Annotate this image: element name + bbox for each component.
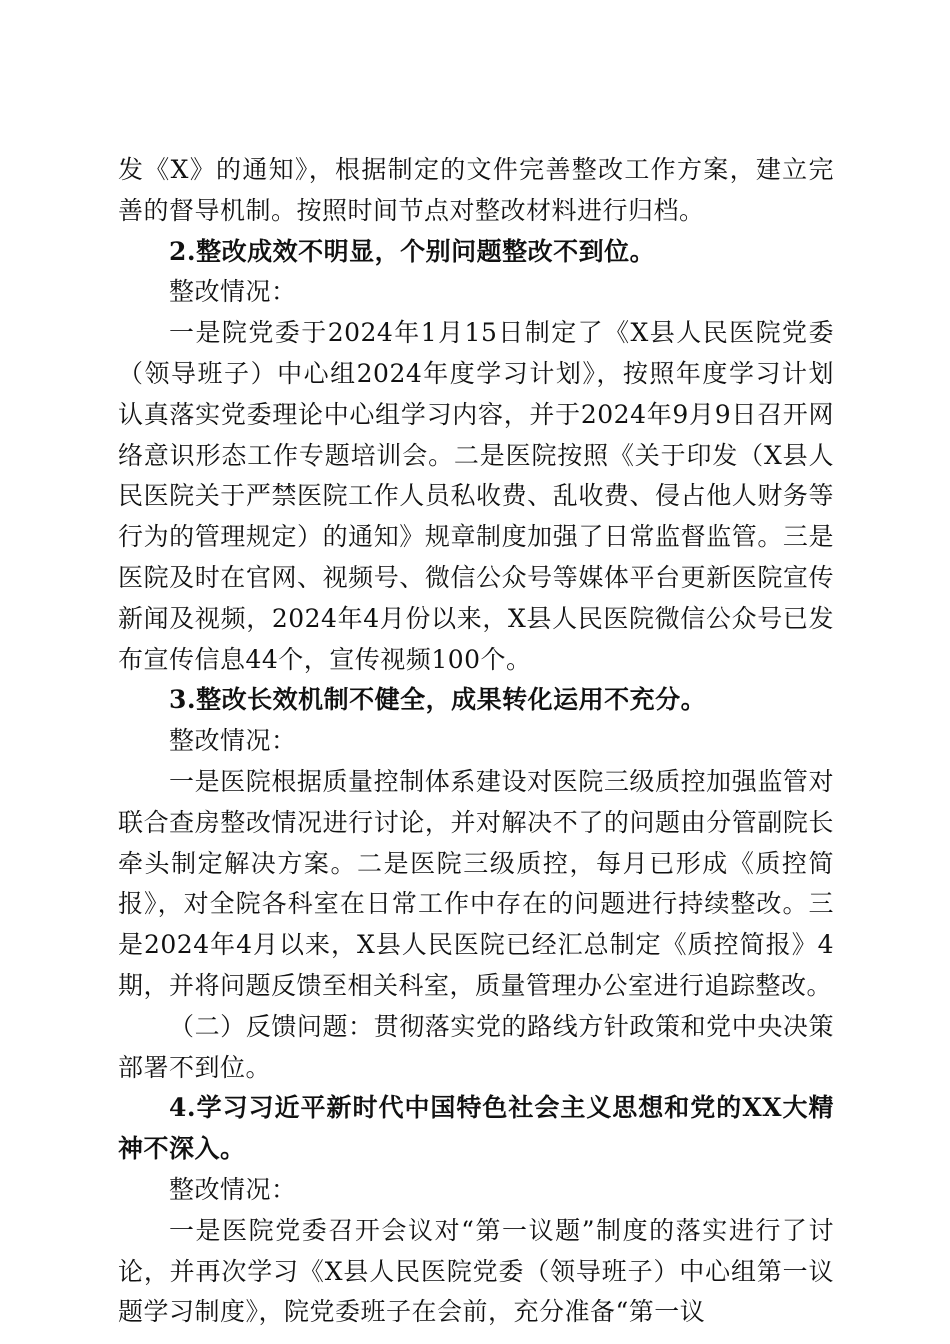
heading-item-2: 2.整改成效不明显，个别问题整改不到位。 xyxy=(169,236,656,266)
label-rectification-status: 整改情况： xyxy=(169,277,297,307)
heading-item-4: 4.学习习近平新时代中国特色社会主义思想和党的XX大精神不深入。 xyxy=(118,1093,834,1164)
document-page xyxy=(118,150,834,1333)
paragraph-continuation: 发《X》的通知》，根据制定的文件完善整改工作方案，建立完善的督导机制。按照时间节点对整改材料进行归档。 xyxy=(118,155,834,225)
paragraph-body: 一是医院党委召开会议对“第一议题”制度的落实进行了讨论，并再次学习《X县人民医院党委（领导班子）中心组第一议题学习制度》，院党委班子在会前，充分准备“第一议 xyxy=(118,1215,834,1327)
label-rectification-status: 整改情况： xyxy=(169,1174,297,1204)
paragraph-body: 一是医院根据质量控制体系建设对医院三级质控加强监管对联合查房整改情况进行讨论，并对解决不了的问题由分管副院长牵头制定解决方案。二是医院三级质控，每月已形成《质控简报》，对全院各科室在日常工作中存在的问题进行持续整改。三是2024年4月以来，X县人民医院已经汇总制定《质控简报》4期，并将问题反馈至相关科室，质量管理办公室进行追踪整改。 xyxy=(118,766,834,1000)
paragraph-body: 一是院党委于2024年1月15日制定了《X县人民医院党委（领导班子）中心组2024年度学习计划》，按照年度学习计划认真落实党委理论中心组学习内容，并于2024年9月9日召开网络意识形态工作专题培训会。二是医院按照《关于印发（X县人民医院关于严禁医院工作人员私收费、乱收费、侵占他人财务等行为的管理规定）的通知》规章制度加强了日常监督监管。三是医院及时在官网、视频号、微信公众号等媒体平台更新医院宣传新闻及视频，2024年4月份以来，X县人民医院微信公众号已发布宣传信息44个，宣传视频100个。 xyxy=(118,318,834,674)
subsection-heading: （二）反馈问题：贯彻落实党的路线方针政策和党中央决策部署不到位。 xyxy=(118,1011,834,1082)
label-rectification-status: 整改情况： xyxy=(169,726,297,756)
heading-item-3: 3.整改长效机制不健全，成果转化运用不充分。 xyxy=(169,685,707,715)
